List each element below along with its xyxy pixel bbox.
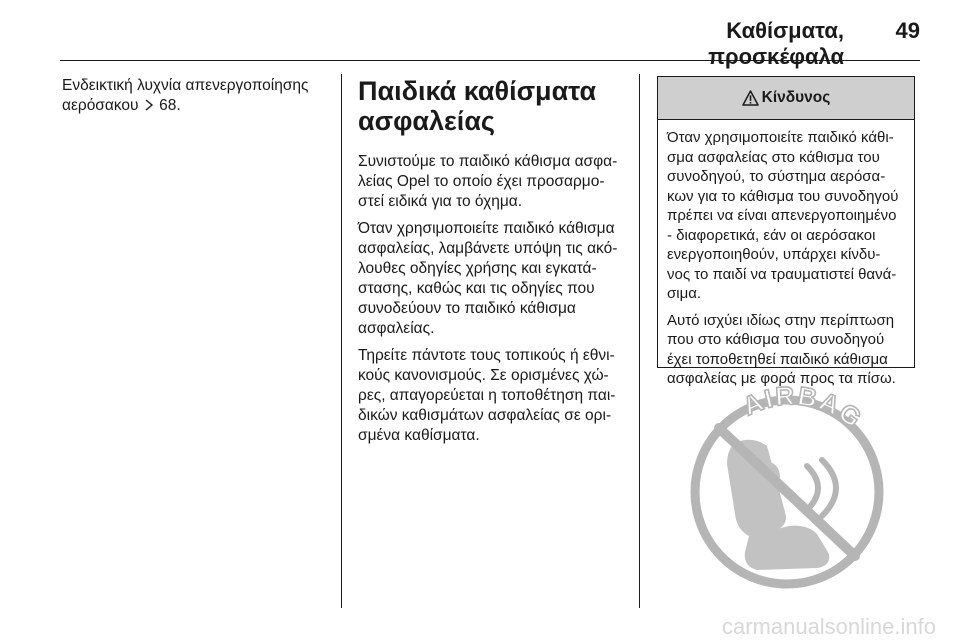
main-text-line: λείας Opel το οποίο έχει προσαρμο-: [358, 173, 605, 190]
warning-paragraph: [667, 128, 906, 304]
warning-text-line: κων για το κάθισμα του συνοδηγού: [667, 187, 899, 205]
warning-text-line: ενεργοποιηθούν, υπάρχει κίνδυ-: [667, 246, 881, 263]
main-column: [358, 76, 628, 453]
main-paragraph: [358, 219, 628, 339]
page-number: 49: [895, 18, 920, 43]
main-text-line: Όταν χρησιμοποιείτε παιδικό κάθισμα: [358, 220, 615, 237]
main-text-line: στεί ειδικά για το όχημα.: [358, 193, 523, 210]
main-text-line: λουθες οδηγίες χρήσης και εγκατά-: [358, 260, 597, 277]
watermark: carmanualsonline.info: [721, 614, 936, 639]
column-divider-right: [639, 74, 640, 608]
warning-box: [657, 76, 915, 387]
reference-arrow-icon: [143, 99, 155, 111]
warning-text-line: έχει τοποθετηθεί παιδικό κάθισμα: [667, 350, 888, 368]
warning-paragraph: [667, 311, 906, 389]
main-text-line: ασφαλείας, λαμβάνετε υπόψη τις ακό-: [358, 240, 618, 257]
warning-text-line: - διαφορετικά, εάν οι αερόσακοι: [667, 226, 876, 244]
main-paragraph: [358, 152, 628, 212]
left-column-line1: Ενδεικτική λυχνία απενεργοποίησης: [62, 77, 309, 94]
warning-text-line: Όταν χρησιμοποιείτε παιδικό κάθι-: [667, 129, 894, 146]
warning-text-line: νος το παιδί να τραυματιστεί θανά-: [667, 265, 897, 283]
warning-text-line: ασφαλείας με φορά προς τα πίσω.: [667, 370, 896, 387]
main-text-line: συνοδεύουν το παιδικό κάθισμα: [358, 300, 576, 317]
page-reference-link[interactable]: 68.: [159, 97, 181, 114]
warning-text-line: σιμα.: [667, 285, 702, 302]
main-text-line: ασφαλείας.: [358, 320, 435, 337]
section-heading-line2: ασφαλείας: [358, 106, 495, 136]
left-column-line2: [62, 96, 332, 116]
main-text-line: σμένα καθίσματα.: [358, 427, 480, 444]
no-rear-facing-child-seat-airbag-icon: [657, 384, 917, 606]
warning-triangle-icon: [742, 90, 759, 106]
section-heading-line1: Παιδικά καθίσματα: [358, 76, 597, 106]
warning-title: Κίνδυνος: [761, 89, 831, 106]
svg-text:AIRBAG: [738, 384, 869, 434]
main-text-line: στασης, καθώς και τις οδηγίες που: [358, 280, 595, 297]
airbag-label: AIRBAG: [738, 384, 869, 435]
column-divider-left: [341, 74, 342, 608]
main-text-line: Συνιστούμε το παιδικό κάθισμα ασφα-: [358, 153, 618, 170]
main-text-line: ρες, απαγορεύεται η τοποθέτηση παι-: [358, 387, 616, 404]
main-text-line: δικών καθισμάτων ασφαλείας σε ορι-: [358, 407, 612, 424]
main-text-line: κούς κανονισμούς. Σε ορισμένες χώ-: [358, 367, 609, 384]
warning-text-line: σμα ασφαλείας στο κάθισμα του: [667, 148, 880, 166]
left-column: [62, 76, 332, 116]
header-divider: [60, 60, 920, 61]
warning-text-line: που στο κάθισμα του συνοδηγού: [667, 331, 885, 348]
airbag-figure: [657, 384, 917, 606]
warning-text-line: συνοδηγού, το σύστημα αερόσα-: [667, 168, 886, 185]
main-paragraphs: [358, 152, 628, 446]
warning-header: [658, 77, 914, 120]
main-paragraph: [358, 346, 628, 446]
page-title: Καθίσματα, προσκέφαλα: [708, 18, 844, 69]
warning-text-line: πρέπει να είναι απενεργοποιημένο: [667, 207, 897, 224]
section-heading: [358, 76, 628, 136]
warning-body: [658, 120, 914, 389]
main-text-line: Τηρείτε πάντοτε τους τοπικούς ή εθνι-: [358, 347, 615, 364]
warning-text-line: Αυτό ισχύει ιδίως στην περίπτωση: [667, 311, 895, 329]
left-column-line2-prefix: αερόσακου: [62, 97, 139, 114]
